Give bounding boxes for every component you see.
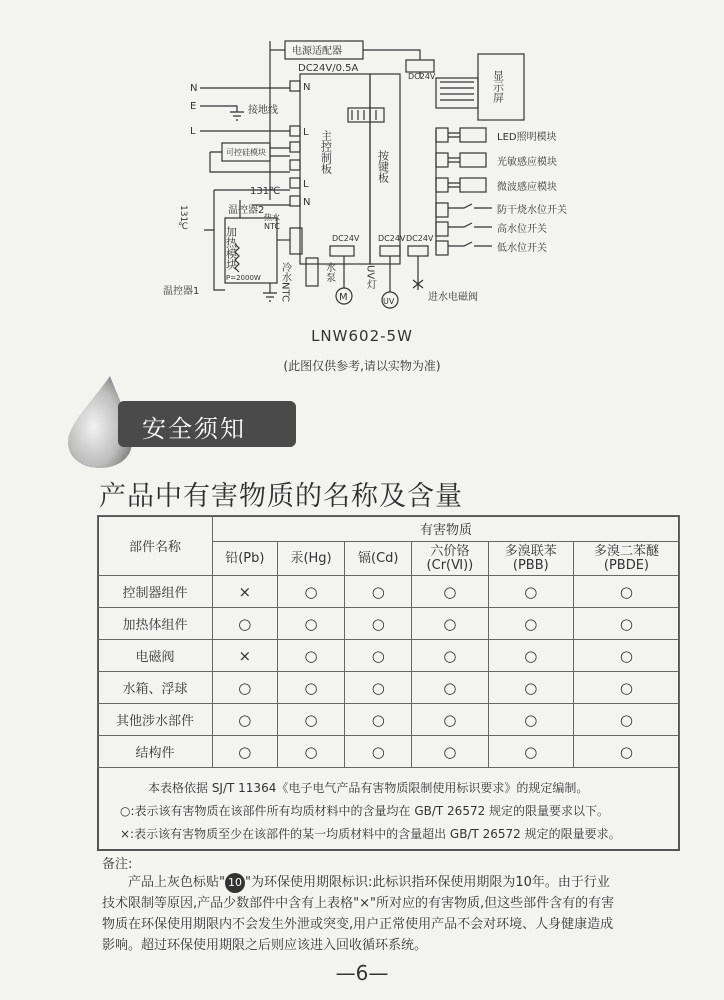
safety-banner-title: 安全须知 <box>142 415 246 443</box>
thermo-131-label: 131℃ <box>250 186 281 197</box>
substance-header: 六价铬 (Cr(Ⅵ)) <box>412 542 489 576</box>
n-top-pin-label: N <box>303 82 311 93</box>
part-cell: 水箱、浮球 <box>98 672 213 704</box>
legend-circle: ○:表示该有害物质在该部件所有均质材料中的含量均在 GB/T 26572 规定的限量要求以下。 <box>120 804 610 818</box>
value-cell: ○ <box>488 704 573 736</box>
value-cell: ○ <box>213 736 278 768</box>
dc-valve-label: DC24V <box>406 234 434 243</box>
power-rating-label: P=2000W <box>226 274 261 282</box>
l-b-pin-label: L <box>303 179 309 190</box>
value-cell: ○ <box>573 576 679 608</box>
n-mid-pin-label: N <box>303 197 311 208</box>
dc-pump-label: DC24V <box>332 234 360 243</box>
hazard-group-header: 有害物质 <box>213 516 680 542</box>
uv-symbol: UV <box>383 297 395 306</box>
cold-ntc-label: 冷水NTC <box>279 262 291 302</box>
value-cell: ○ <box>412 608 489 640</box>
value-cell: ○ <box>345 608 412 640</box>
remark-line1-start: 产品上灰色标贴" <box>128 875 225 890</box>
wiring-diagram <box>0 0 724 330</box>
hazardous-substance-table <box>97 515 680 768</box>
table-row <box>98 672 680 704</box>
value-cell: ○ <box>213 672 278 704</box>
value-cell: ○ <box>412 640 489 672</box>
hot-ntc-label-2: NTC <box>264 222 280 231</box>
substance-header: 汞(Hg) <box>277 542 345 576</box>
thermostat1-label: 温控器1 <box>163 286 200 297</box>
value-cell: ○ <box>412 736 489 768</box>
part-name-header: 部件名称 <box>98 516 213 576</box>
uv-lamp-label: UV灯 <box>364 265 376 290</box>
value-cell: ○ <box>573 736 679 768</box>
display-label: 显示屏 <box>491 70 505 103</box>
hot-ntc-label-1: 热水 <box>264 213 280 222</box>
l-a-pin-label: L <box>303 127 309 138</box>
value-cell: ○ <box>345 672 412 704</box>
module-led: LED照明模块 <box>497 132 557 143</box>
value-cell: ○ <box>488 736 573 768</box>
value-cell: ○ <box>488 576 573 608</box>
page-number: —6— <box>335 961 389 985</box>
eco-period-badge-icon: 10 <box>225 873 245 893</box>
remark-line4: 影响。超过环保使用期限之后则应该进入回收循环系统。 <box>102 938 428 953</box>
pump-label: 水泵 <box>323 262 335 282</box>
heating-module-label: 加热模块 <box>224 226 238 270</box>
part-cell: 控制器组件 <box>98 576 213 608</box>
dc-main-label: DC24V/0.5A <box>298 63 359 74</box>
legend-cross: ×:表示该有害物质至少在该部件的某一均质材料中的含量超出 GB/T 26572 规定的限量要求。 <box>120 827 621 841</box>
value-cell: ○ <box>573 704 679 736</box>
power-adapter-label: 电源适配器 <box>292 46 342 57</box>
table-row <box>98 608 680 640</box>
l-input-label: L <box>190 126 196 137</box>
part-cell: 电磁阀 <box>98 640 213 672</box>
substance-header: 铅(Pb) <box>213 542 278 576</box>
table-row <box>98 704 680 736</box>
table-row <box>98 640 680 672</box>
value-cell: ○ <box>213 704 278 736</box>
thermostat2-label: 温控器2 <box>228 205 265 216</box>
section-title: 产品中有害物质的名称及含量 <box>99 481 463 512</box>
inlet-valve-label: 进水电磁阀 <box>428 292 478 303</box>
value-cell: ○ <box>277 576 345 608</box>
value-cell: ○ <box>412 704 489 736</box>
table-footnote: 本表格依据 SJ/T 11364《电子电气产品有害物质限制使用标识要求》的规定编制。 <box>148 781 589 795</box>
value-cell: ○ <box>277 704 345 736</box>
substance-header: 多溴二苯醚 (PBDE) <box>573 542 679 576</box>
value-cell: ○ <box>412 672 489 704</box>
value-cell: ○ <box>345 704 412 736</box>
e-input-label: E <box>190 101 197 112</box>
value-cell: ○ <box>488 672 573 704</box>
main-board-label: 主控制板 <box>319 130 333 174</box>
table-row <box>98 736 680 768</box>
remark-line1-end: "为环保使用期限标识:此标识指环保使用期限为10年。由于行业 <box>244 875 610 890</box>
substance-header: 镉(Cd) <box>345 542 412 576</box>
value-cell: ○ <box>573 640 679 672</box>
remark-line2: 技术限制等原因,产品少数部件中含有上表格"×"所对应的有害物质,但这些部件含有的有害 <box>102 896 615 911</box>
value-cell: ○ <box>277 672 345 704</box>
value-cell: ○ <box>345 640 412 672</box>
module-light-sensor: 光敏感应模块 <box>497 157 557 168</box>
module-microwave-sensor: 微波感应模块 <box>497 182 557 193</box>
diagram-reference-note: (此图仅供参考,请以实物为准) <box>283 359 441 373</box>
substance-header: 多溴联苯 (PBB) <box>488 542 573 576</box>
thermo-131-v-label: 131℃ <box>178 205 188 233</box>
controllable-module-label: 可控硅模块 <box>226 148 266 157</box>
value-cell: ○ <box>277 736 345 768</box>
module-high-level-switch: 高水位开关 <box>497 224 547 235</box>
motor-symbol: M <box>339 292 348 303</box>
part-cell: 加热体组件 <box>98 608 213 640</box>
dc-uv-label: DC24V <box>378 234 406 243</box>
dc-top-label: DC24V <box>408 72 436 81</box>
value-cell: ○ <box>345 576 412 608</box>
value-cell: ○ <box>488 640 573 672</box>
value-cell: × <box>213 576 278 608</box>
remarks-body <box>102 872 662 956</box>
value-cell: ○ <box>213 608 278 640</box>
remark-line3: 物质在环保使用期限内不会发生外泄或突变,用户正常使用产品不会对环境、人身健康造成 <box>102 917 614 932</box>
value-cell: ○ <box>277 640 345 672</box>
key-board-label: 按键板 <box>376 150 390 183</box>
part-cell: 结构件 <box>98 736 213 768</box>
table-row <box>98 576 680 608</box>
value-cell: ○ <box>412 576 489 608</box>
value-cell: ○ <box>277 608 345 640</box>
n-input-label: N <box>190 83 198 94</box>
module-low-level-switch: 低水位开关 <box>497 243 547 254</box>
value-cell: ○ <box>573 672 679 704</box>
value-cell: ○ <box>345 736 412 768</box>
model-number: LNW602-5W <box>311 327 413 345</box>
part-cell: 其他涉水部件 <box>98 704 213 736</box>
remarks-title: 备注: <box>102 857 133 872</box>
module-dry-burn-switch: 防干烧水位开关 <box>497 205 567 216</box>
value-cell: × <box>213 640 278 672</box>
value-cell: ○ <box>573 608 679 640</box>
ground-wire-label: 接地线 <box>248 105 278 116</box>
value-cell: ○ <box>488 608 573 640</box>
